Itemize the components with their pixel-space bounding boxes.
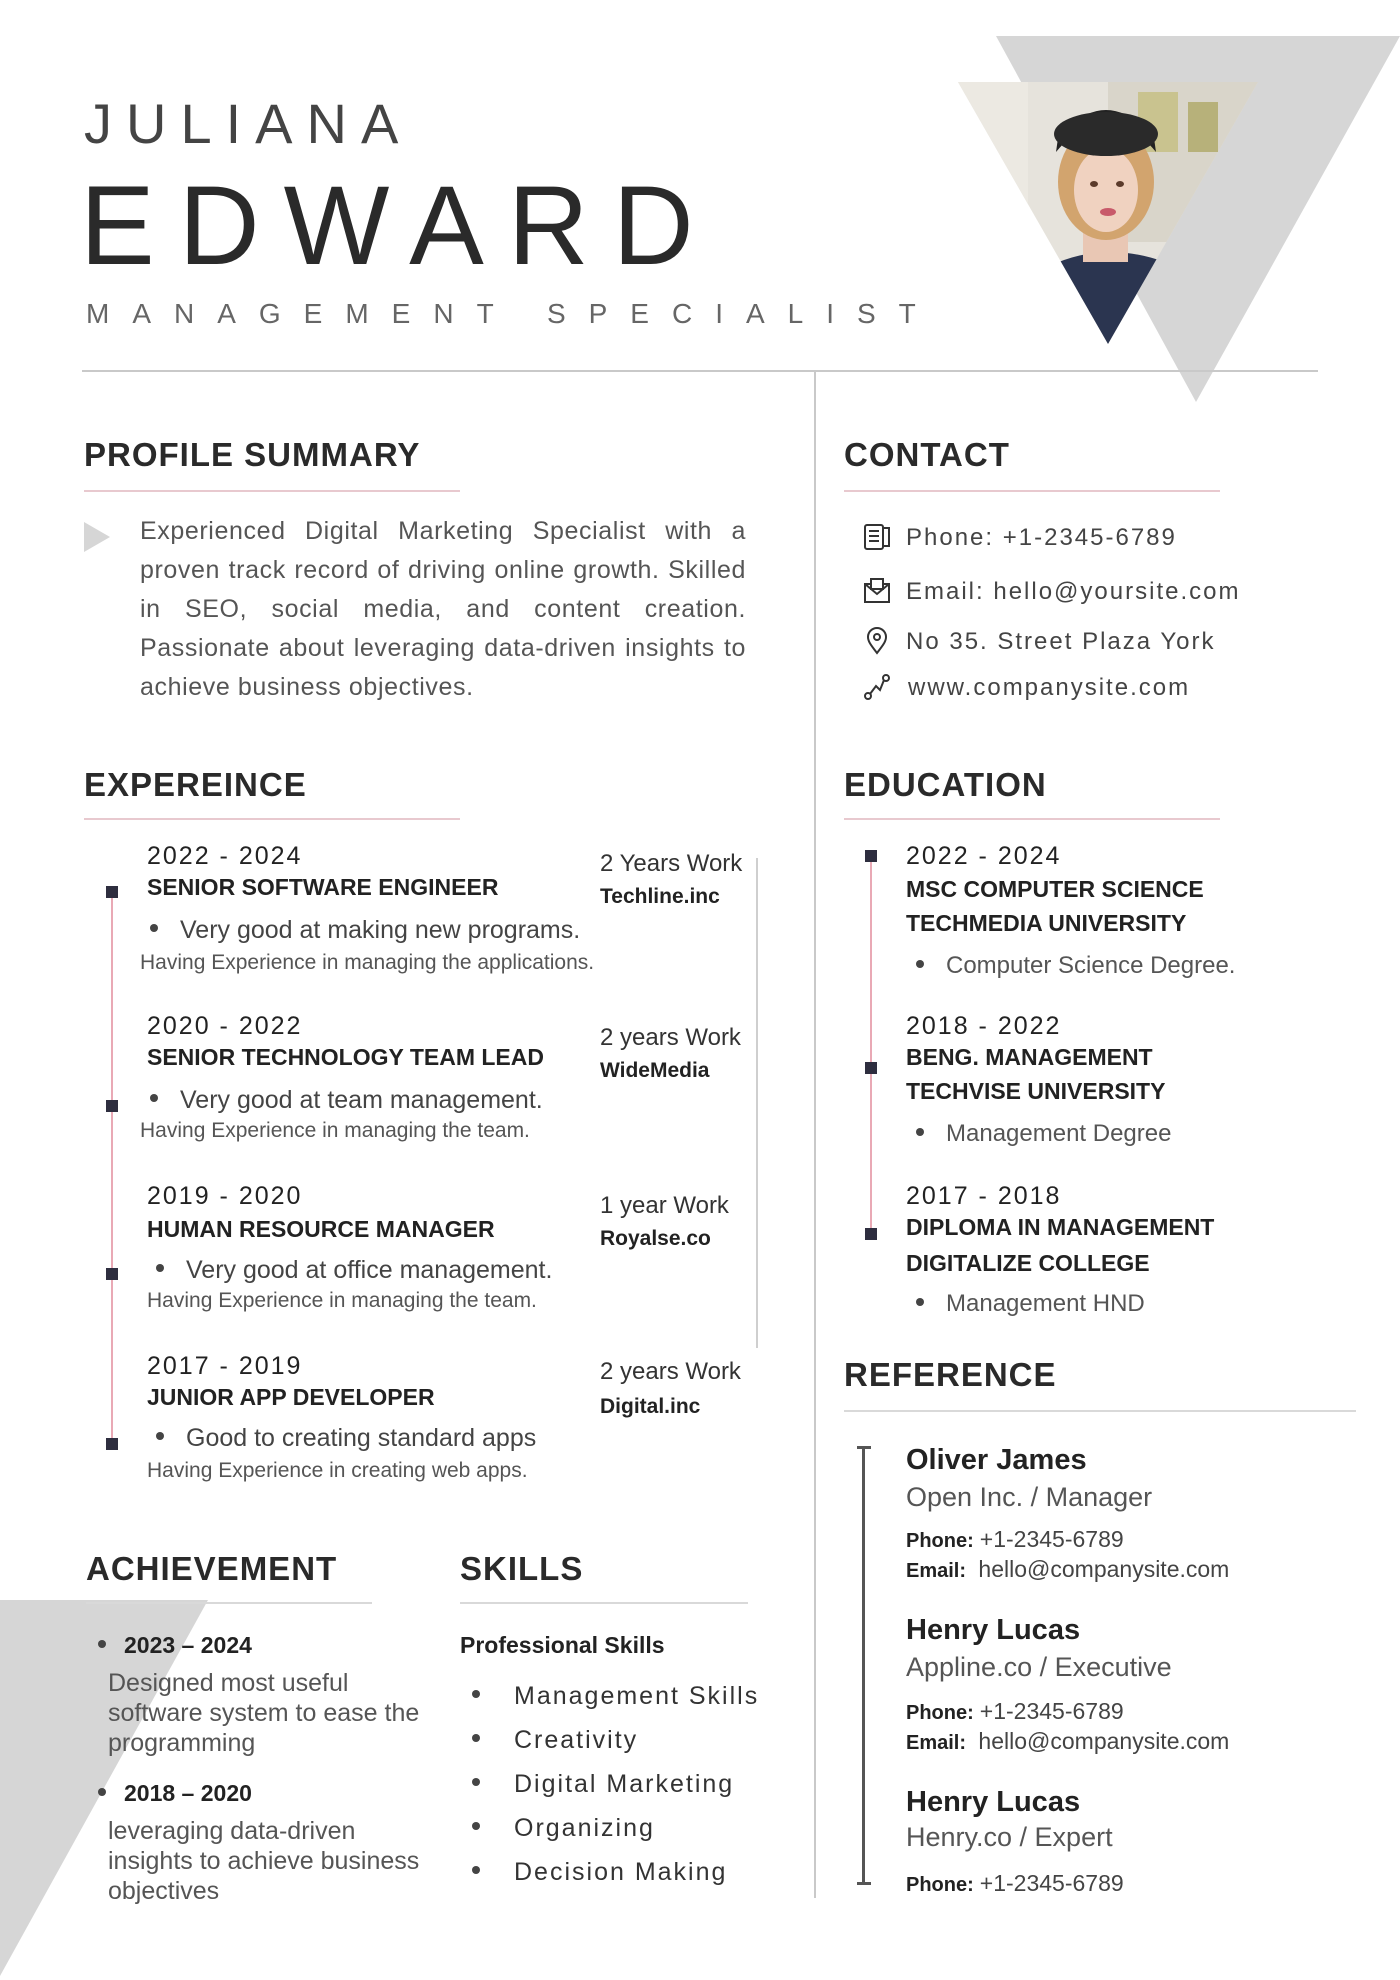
experience-description: Having Experience in managing the applications. <box>140 951 595 974</box>
experience-years: 2020 - 2022 <box>147 1012 303 1040</box>
bullet-dot <box>472 1866 480 1874</box>
reference-bracket-cap-top <box>857 1446 871 1449</box>
experience-timeline <box>111 888 113 1448</box>
phone-label: Phone: <box>906 1530 974 1552</box>
bullet-dot <box>150 1094 158 1102</box>
timeline-marker <box>865 1062 877 1074</box>
skill-item <box>472 1860 727 1885</box>
experience-bullet-text: Very good at team management. <box>180 1086 543 1114</box>
profile-photo <box>958 82 1258 344</box>
first-name: JULIANA <box>84 92 413 155</box>
experience-role: HUMAN RESOURCE MANAGER <box>147 1216 495 1242</box>
reference-company: Open Inc. / Manager <box>906 1482 1153 1512</box>
reference-bracket-cap-bottom <box>857 1882 871 1885</box>
bullet-dot <box>472 1734 480 1742</box>
experience-bullet-text: Good to creating standard apps <box>186 1424 537 1452</box>
bullet-dot <box>916 1128 924 1136</box>
experience-description: Having Experience in creating web apps. <box>147 1459 528 1482</box>
achievement-period-text: 2023 – 2024 <box>124 1632 252 1658</box>
experience-duration: 1 year Work <box>600 1192 729 1219</box>
reference-email-value: hello@companysite.com <box>978 1728 1230 1754</box>
experience-duration: 2 years Work <box>600 1358 741 1385</box>
bullet-dot <box>98 1788 106 1796</box>
reference-phone <box>906 1528 1124 1551</box>
achievement-description: Designed most useful software system to ease the programming <box>108 1669 420 1757</box>
email-icon <box>862 576 892 606</box>
achievement-description: leveraging data-driven insights to achieve business objectives <box>108 1817 420 1905</box>
education-note-text: Computer Science Degree. <box>946 952 1236 979</box>
experience-role: SENIOR SOFTWARE ENGINEER <box>147 874 499 900</box>
education-school: TECHVISE UNIVERSITY <box>906 1078 1166 1104</box>
education-years: 2017 - 2018 <box>906 1182 1062 1210</box>
reference-phone-value: +1-2345-6789 <box>979 1870 1124 1896</box>
play-icon <box>84 522 110 552</box>
bullet-dot <box>156 1432 164 1440</box>
achievement-period <box>98 1782 252 1805</box>
achievement-period-text: 2018 – 2020 <box>124 1780 252 1806</box>
experience-company: Digital.inc <box>600 1395 701 1418</box>
skills-subheading: Professional Skills <box>460 1632 665 1658</box>
column-divider <box>814 372 816 1898</box>
timeline-marker <box>865 850 877 862</box>
education-school: TECHMEDIA UNIVERSITY <box>906 910 1187 936</box>
contact-phone: Phone: +1-2345-6789 <box>906 524 1177 551</box>
experience-bullet <box>156 1426 536 1451</box>
experience-years: 2017 - 2019 <box>147 1352 303 1380</box>
phone-icon <box>862 522 892 552</box>
experience-company: WideMedia <box>600 1059 710 1082</box>
skill-item-text: Management Skills <box>514 1682 760 1710</box>
education-degree: DIPLOMA IN MANAGEMENT <box>906 1214 1215 1240</box>
contact-underline <box>844 490 1220 492</box>
reference-name: Oliver James <box>906 1444 1087 1476</box>
education-note-text: Management HND <box>946 1290 1145 1317</box>
reference-bracket <box>862 1448 865 1884</box>
reference-email <box>906 1730 1229 1753</box>
experience-company: Royalse.co <box>600 1227 711 1250</box>
skill-item <box>472 1816 655 1841</box>
contact-heading: CONTACT <box>844 436 1010 473</box>
education-underline <box>844 818 1220 820</box>
education-degree: BENG. MANAGEMENT <box>906 1044 1153 1070</box>
experience-bullet-text: Very good at making new programs. <box>180 916 581 944</box>
reference-email-value: hello@companysite.com <box>978 1556 1230 1582</box>
experience-underline <box>84 818 460 820</box>
bullet-dot <box>916 1298 924 1306</box>
email-label: Email: <box>906 1560 967 1582</box>
experience-years: 2022 - 2024 <box>147 842 303 870</box>
contact-email: Email: hello@yoursite.com <box>906 578 1241 605</box>
profile-summary-text: Experienced Digital Marketing Specialist with a proven track record of driving online growth. Skilled in SEO, social media, and content creation. Passionate about leveraging data-driven insights to achieve business objectives. <box>140 517 746 701</box>
bullet-dot <box>98 1640 106 1648</box>
skills-underline <box>460 1602 748 1604</box>
skill-item <box>472 1772 734 1797</box>
education-note <box>916 954 1235 978</box>
education-note <box>916 1122 1171 1146</box>
phone-label: Phone: <box>906 1702 974 1724</box>
reference-company: Appline.co / Executive <box>906 1652 1172 1682</box>
skill-item <box>472 1728 638 1753</box>
skills-heading: SKILLS <box>460 1550 584 1587</box>
reference-phone <box>906 1700 1124 1723</box>
reference-phone-value: +1-2345-6789 <box>979 1698 1124 1724</box>
bullet-dot <box>472 1822 480 1830</box>
experience-description: Having Experience in managing the team. <box>147 1289 537 1312</box>
skill-item-text: Digital Marketing <box>514 1770 735 1798</box>
skill-item-text: Organizing <box>514 1814 655 1842</box>
experience-description: Having Experience in managing the team. <box>140 1119 530 1142</box>
location-pin-icon <box>862 626 892 656</box>
reference-company: Henry.co / Expert <box>906 1822 1113 1852</box>
education-school: DIGITALIZE COLLEGE <box>906 1250 1150 1276</box>
contact-address: No 35. Street Plaza York <box>906 628 1216 655</box>
skill-item-text: Creativity <box>514 1726 639 1754</box>
experience-role: SENIOR TECHNOLOGY TEAM LEAD <box>147 1044 544 1070</box>
education-degree: MSC COMPUTER SCIENCE <box>906 876 1204 902</box>
reference-underline <box>844 1410 1356 1412</box>
reference-heading: REFERENCE <box>844 1356 1057 1393</box>
bullet-dot <box>472 1690 480 1698</box>
skill-item-text: Decision Making <box>514 1858 728 1886</box>
timeline-marker <box>106 1100 118 1112</box>
education-heading: EDUCATION <box>844 766 1047 803</box>
achievement-underline <box>86 1602 372 1604</box>
timeline-marker <box>106 1438 118 1450</box>
experience-company: Techline.inc <box>600 885 720 908</box>
education-years: 2018 - 2022 <box>906 1012 1062 1040</box>
job-title: MANAGEMENT SPECIALIST <box>86 298 939 329</box>
website-route-icon <box>862 672 892 702</box>
reference-phone <box>906 1872 1124 1895</box>
email-label: Email: <box>906 1732 967 1754</box>
bullet-dot <box>472 1778 480 1786</box>
experience-years: 2019 - 2020 <box>147 1182 303 1210</box>
experience-bullet-text: Very good at office management. <box>186 1256 553 1284</box>
timeline-marker <box>106 1268 118 1280</box>
experience-duration: 2 years Work <box>600 1024 741 1051</box>
last-name: EDWARD <box>80 163 718 288</box>
profile-underline <box>84 490 460 492</box>
education-note <box>916 1292 1145 1316</box>
timeline-marker <box>865 1228 877 1240</box>
experience-bullet <box>156 1258 552 1283</box>
achievement-period <box>98 1634 252 1657</box>
experience-role: JUNIOR APP DEVELOPER <box>147 1384 435 1410</box>
experience-heading: EXPEREINCE <box>84 766 307 803</box>
bullet-dot <box>150 924 158 932</box>
timeline-marker <box>106 886 118 898</box>
reference-phone-value: +1-2345-6789 <box>979 1526 1124 1552</box>
reference-name: Henry Lucas <box>906 1614 1081 1646</box>
contact-website: www.companysite.com <box>908 674 1191 701</box>
education-note-text: Management Degree <box>946 1120 1172 1147</box>
skill-item <box>472 1684 759 1709</box>
bullet-dot <box>916 960 924 968</box>
achievement-heading: ACHIEVEMENT <box>86 1550 338 1587</box>
reference-email <box>906 1558 1229 1581</box>
education-timeline <box>870 856 872 1236</box>
experience-duration: 2 Years Work <box>600 850 743 877</box>
bullet-dot <box>156 1264 164 1272</box>
reference-name: Henry Lucas <box>906 1786 1081 1818</box>
education-years: 2022 - 2024 <box>906 842 1062 870</box>
experience-bullet <box>150 1088 543 1113</box>
profile-summary-heading: PROFILE SUMMARY <box>84 436 421 473</box>
experience-side-line <box>756 858 758 1348</box>
header-divider <box>82 370 1318 372</box>
experience-bullet <box>150 918 580 943</box>
phone-label: Phone: <box>906 1874 974 1896</box>
